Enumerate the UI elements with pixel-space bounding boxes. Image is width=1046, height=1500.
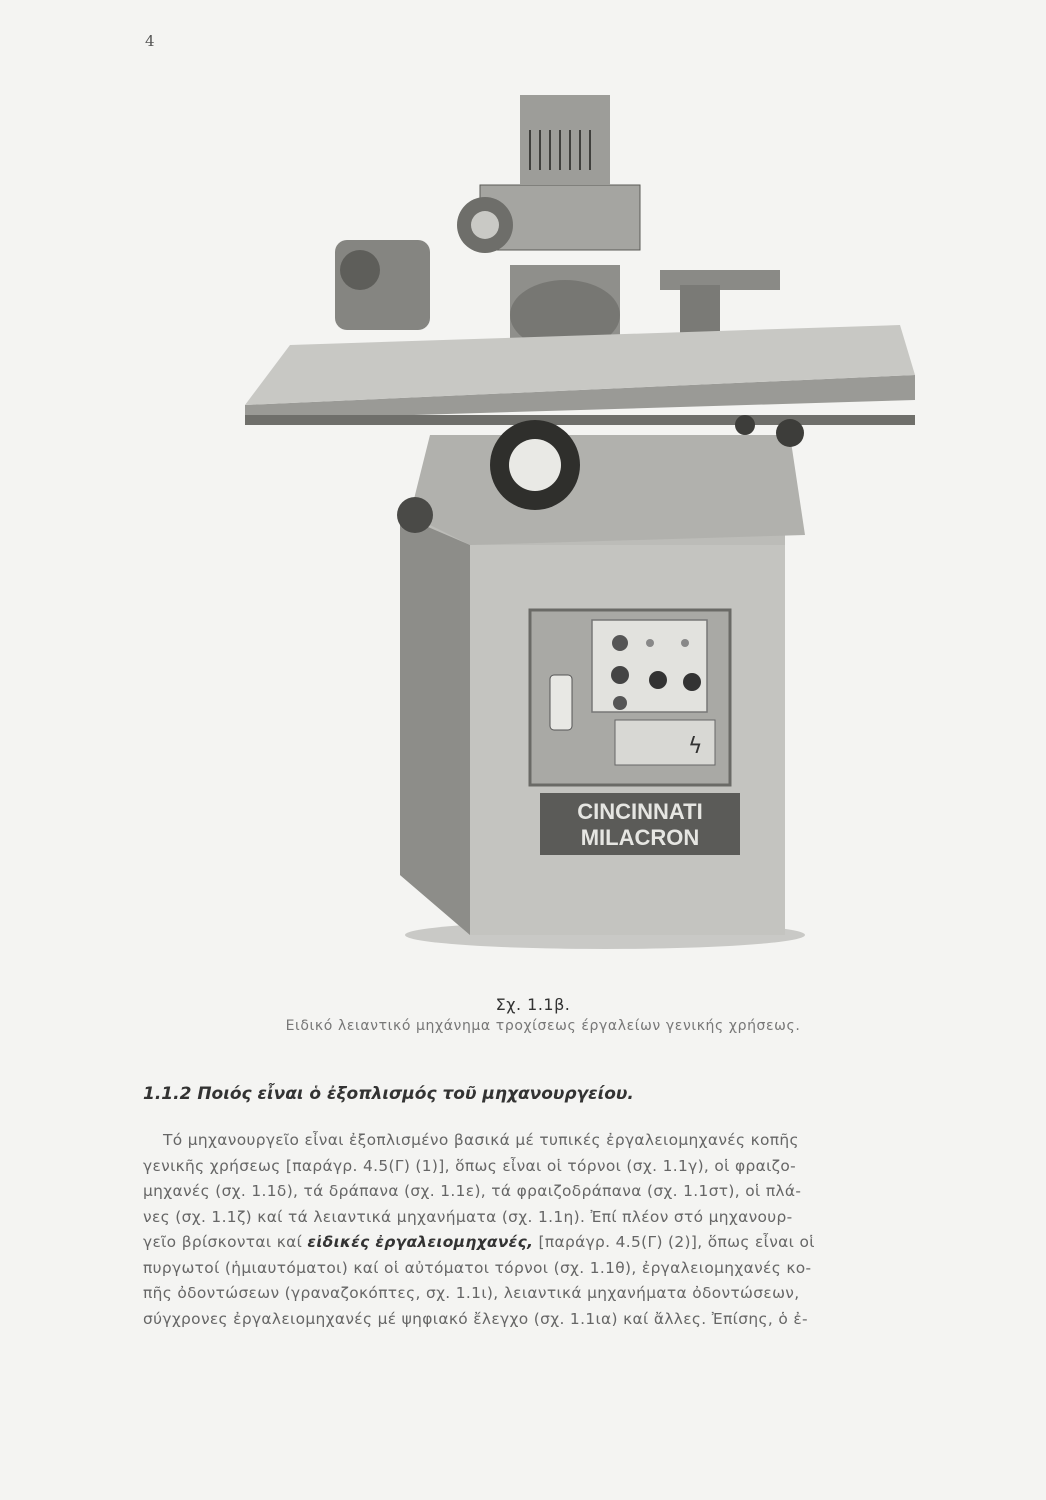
body-line-7: πῆς ὀδοντώσεων (γραναζοκόπτες, σχ. 1.1ι), λειαντικά μηχανήματα ὀδοντώσεων, [143, 1284, 800, 1302]
body-line-1: Τό μηχανουργεῖο εἶναι ἐξοπλισμένο βασικά μέ τυπικές ἐργαλειομηχανές κοπῆς [163, 1131, 799, 1149]
emphasized-term: εἰδικές ἐργαλειομηχανές, [307, 1233, 534, 1251]
body-line-6: πυργωτοί (ἡμιαυτόματοι) καί οἱ αὐτόματοι τόρνοι (σχ. 1.1θ), ἐργαλειομηχανές κο- [143, 1258, 812, 1277]
body-line-5 [143, 1230, 995, 1256]
body-line-2: γενικῆς χρήσεως [παράγρ. 4.5(Γ) (1)], ὅπως εἶναι οἱ τόρνοι (σχ. 1.1γ), οἱ φραιζο- [143, 1156, 797, 1175]
body-paragraph [143, 1128, 995, 1332]
figure-label: Σχ. 1.1β. [495, 995, 571, 1014]
body-line-5-end: [παράγρ. 4.5(Γ) (2)], ὅπως εἶναι οἱ [533, 1233, 815, 1251]
brand-line-2: MILACRON [580, 825, 700, 850]
brand-line-1: CINCINNATI [577, 799, 703, 824]
section-heading: 1.1.2 Ποιός εἶναι ὁ ἐξοπλισμός τοῦ μηχανουργείου. [143, 1084, 634, 1104]
body-line-5-start: γεῖο βρίσκονται καί [143, 1233, 308, 1251]
body-line-8: σύγχρονες ἐργαλειομηχανές μέ ψηφιακό ἔλεγχο (σχ. 1.1ια) καί ἄλλες. Ἐπίσης, ὁ ἐ- [143, 1309, 808, 1328]
body-line-4: νες (σχ. 1.1ζ) καί τά λειαντικά μηχανήματα (σχ. 1.1η). Ἐπί πλέον στό μηχανουρ- [143, 1207, 793, 1226]
figure-caption: Ειδικό λειαντικό μηχάνημα τροχίσεως έργαλείων γενικής χρήσεως. [285, 1018, 801, 1034]
machine-photo [230, 75, 930, 975]
body-line-3: μηχανές (σχ. 1.1δ), τά δράπανα (σχ. 1.1ε), τά φραιζοδράπανα (σχ. 1.1στ), οἱ πλά- [143, 1182, 802, 1200]
svg-text:ϟ: ϟ [688, 734, 703, 759]
page-number: 4 [145, 32, 155, 50]
